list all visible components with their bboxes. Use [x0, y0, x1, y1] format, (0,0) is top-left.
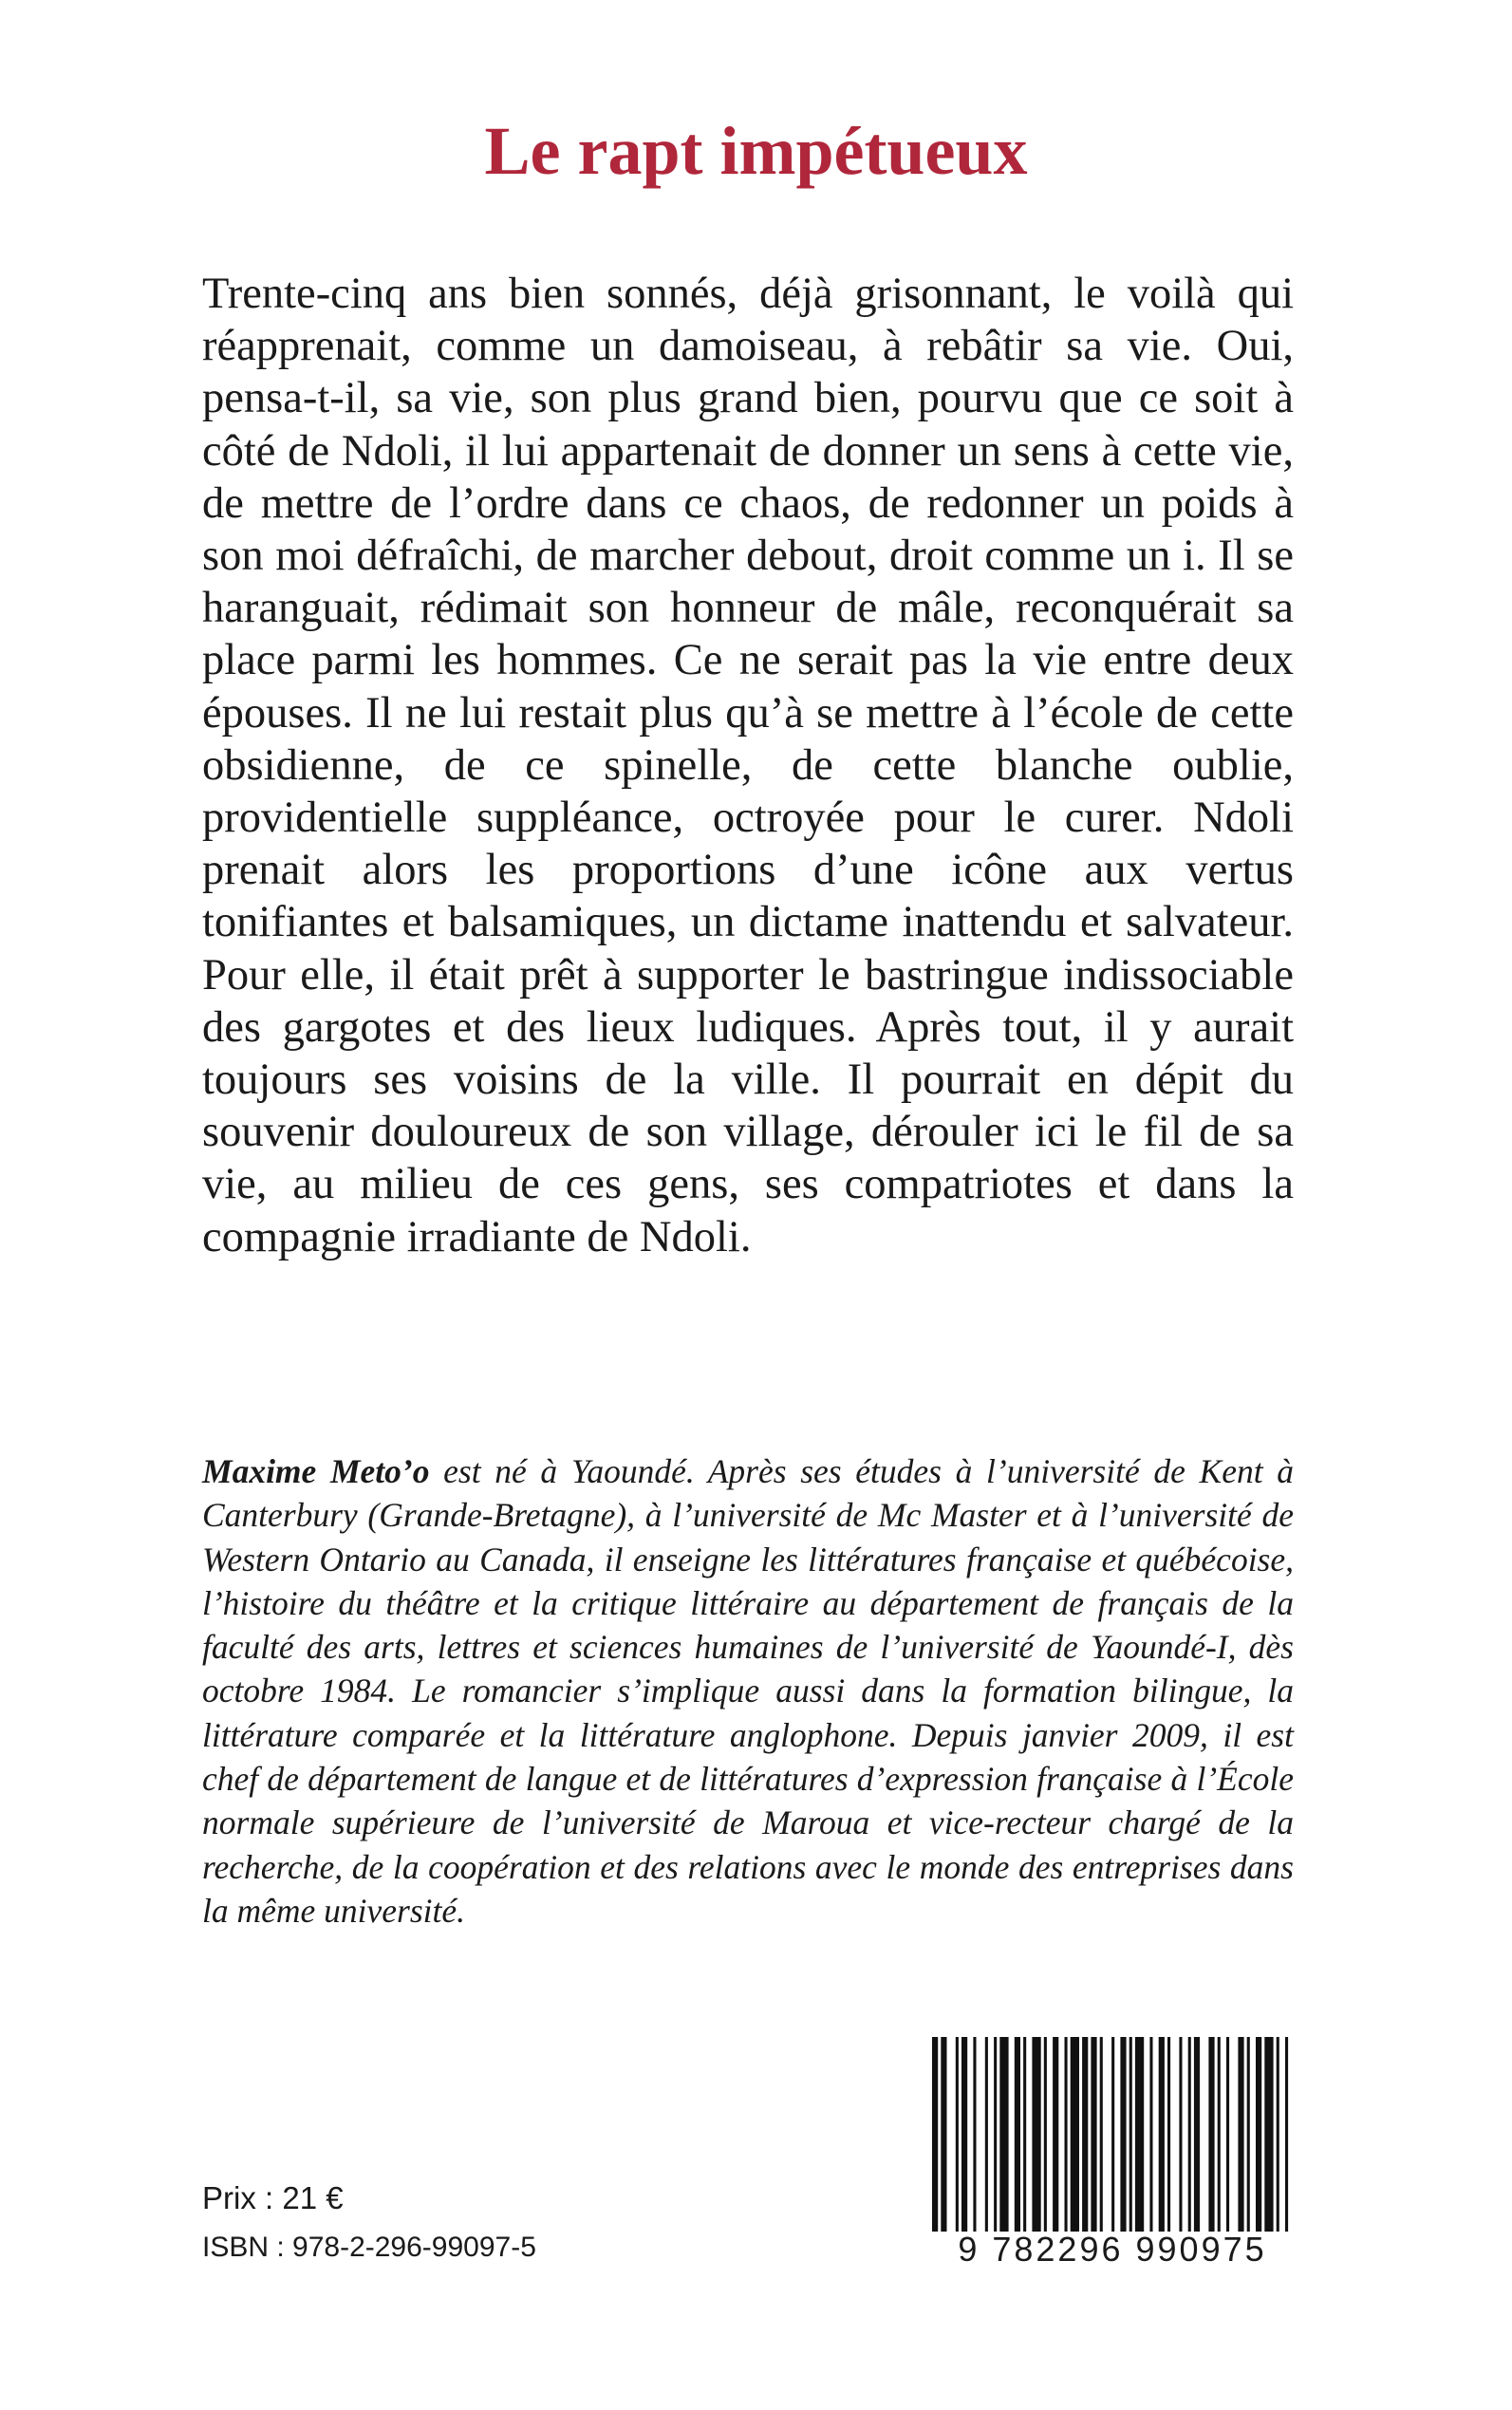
isbn: ISBN : 978-2-296-99097-5: [202, 2232, 536, 2263]
book-title: Le rapt impétueux: [484, 113, 1028, 189]
author-name: Maxime Meto’o: [202, 1452, 430, 1490]
barcode-digits: 9 782296 990975: [958, 2230, 1267, 2269]
barcode-bars: [923, 2031, 1302, 2235]
synopsis: Trente-cinq ans bien sonnés, déjà grisonnant, le voilà qui réapprenait, comme un damoiseau, à rebâtir sa vie. Oui, pensa-t-il, sa vie, son plus grand bien, pourvu que ce soit à côté de Ndoli, il lui appartenait de donner un sens à cette vie, de mettre de l’ordre dans ce chaos, de redonner un poids à son moi défraîchi, de marcher debout, droit comme un i. Il se haranguait, rédimait son honneur de mâle, reconquérait sa place parmi les hommes. Ce ne serait pas la vie entre deux épouses. Il ne lui restait plus qu’à se mettre à l’école de cette obsidienne, de ce spinelle, de cette blanche oublie, providentielle suppléance, octroyée pour le curer. Ndoli prenait alors les proportions d’une icône aux vertus tonifiantes et balsamiques, un dictame inattendu et salvateur. Pour elle, il était prêt à supporter le bastringue indissociable des gargotes et des lieux ludiques. Après tout, il y aurait toujours ses voisins de la ville. Il pourrait en dépit du souvenir douloureux de son village, dérouler ici le fil de sa vie, au milieu de ces gens, ses compatriotes et dans la compagnie irradiante de Ndoli.: [202, 270, 1294, 1261]
author-bio: [202, 1449, 1294, 1933]
author-bio-text: est né à Yaoundé. Après ses études à l’université de Kent à Canterbury (Grande-Bretagne), à l’université de Mc Master et à l’université de Western Ontario au Canada, il enseigne les littératures française et québécoise, l’histoire du théâtre et la critique littéraire au département de français de la faculté des arts, lettres et sciences humaines de l’université de Yaoundé-I, dès octobre 1984. Le romancier s’implique aussi dans la formation bilingue, la littérature comparée et la littérature anglophone. Depuis janvier 2009, il est chef de département de langue et de littératures d’expression française à l’École normale supérieure de l’université de Maroua et vice-recteur chargé de la recherche, de la coopération et des relations avec le monde des entreprises dans la même université.: [202, 1452, 1295, 1930]
barcode: [923, 2031, 1302, 2272]
price: Prix : 21 €: [202, 2180, 344, 2215]
